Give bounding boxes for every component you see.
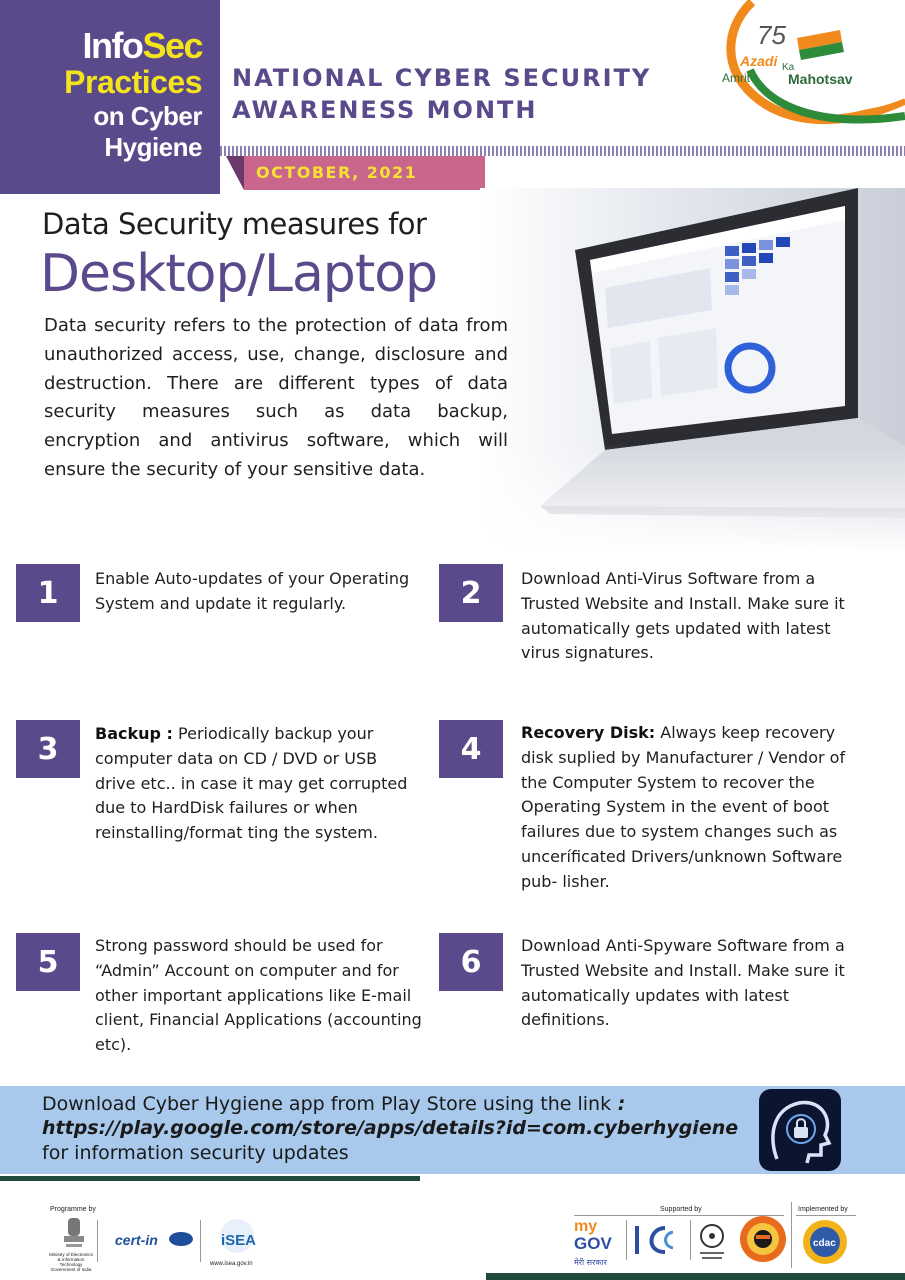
mygov-my: my: [574, 1218, 598, 1235]
banner-line-3: for information security updates: [42, 1142, 349, 1164]
item-body-5: Strong password should be used for “Admin” Account on computer and for other important applications like E-mail client, Financial Applications (accounting etc).: [95, 936, 422, 1055]
footer-divider: [97, 1220, 98, 1262]
item-body-1: Enable Auto-updates of your Operating System and update it regularly.: [95, 569, 410, 613]
brand-box: [0, 0, 220, 194]
national-emblem-icon: [54, 1214, 94, 1254]
i4c-c: [651, 1228, 665, 1252]
mha-emblem-icon: [694, 1218, 730, 1264]
footer-divider: [200, 1220, 201, 1262]
item-number-1: 1: [16, 564, 80, 622]
brand-info: Info: [82, 25, 143, 66]
lock-icon: [794, 1127, 808, 1138]
intro-paragraph: Data security refers to the protection of data from unauthorized access, use, change, disclosure and destruction. There are different types of data security measures such as data backup, encryption and antivirus software, which will ensure the security of your sensitive data.: [44, 315, 508, 480]
i4c-logo: [631, 1220, 687, 1260]
mha-caption-line: [702, 1257, 722, 1259]
play-store-link[interactable]: https://play.google.com/store/apps/details?id=com.cyberhygiene: [42, 1117, 739, 1139]
footer-divider: [690, 1220, 691, 1260]
mha-hub: [709, 1233, 715, 1239]
brand-practices: Practices: [64, 64, 202, 100]
item-number-5: 5: [16, 933, 80, 991]
logo-mahotsav: Mahotsav: [788, 71, 853, 87]
item-body-4: Always keep recovery disk suplied by Manufacturer / Vendor of the Computer System to recover the Operating System in the event of boot failures due to system changes such as unceríficated Drivers/unknown Software pub- lisher.: [521, 723, 846, 891]
page-subtitle: Data Security measures for: [42, 207, 427, 241]
item-text-2: [521, 567, 851, 666]
campaign-title: [232, 62, 651, 126]
brand-infosec: [64, 25, 202, 66]
brand-sec: Sec: [142, 25, 202, 66]
item-bold-3: Backup :: [95, 724, 173, 743]
isea-url[interactable]: www.isea.gov.in: [210, 1261, 253, 1267]
emblem-lions: [68, 1218, 80, 1236]
supported-by-label: Supported by: [660, 1206, 702, 1213]
item-number-6: 6: [439, 933, 503, 991]
brand-on-cyber: on Cyber: [93, 101, 202, 131]
logo-amrit: Amrit: [722, 71, 750, 85]
mha-caption-line: [700, 1252, 724, 1254]
item-number-2: 2: [439, 564, 503, 622]
mygov-logo: [574, 1218, 612, 1268]
date-ribbon-accent: [226, 156, 244, 190]
laptop-fade: [480, 188, 905, 553]
item-body-2: Download Anti-Virus Software from a Trusted Website and Install. Make sure it automatically gets updated with latest virus signatures.: [521, 569, 845, 663]
cdac-logo: [801, 1218, 849, 1266]
isea-text: iSEA: [221, 1232, 257, 1249]
programme-by-label: Programme by: [50, 1206, 96, 1213]
mygov-hindi: मेरी सरकार: [574, 1258, 607, 1267]
date-label: OCTOBER, 2021: [256, 163, 418, 182]
logo-75: 75: [757, 20, 786, 50]
item-body-6: Download Anti-Spyware Software from a Trusted Website and Install. Make sure it automatically updates with latest definitions.: [521, 936, 845, 1030]
laptop-illustration: [480, 188, 905, 553]
emblem-base: [66, 1244, 82, 1247]
i4c-c-inner: [666, 1232, 674, 1248]
mygov-gov: GOV: [574, 1234, 612, 1253]
banner-line-1: [42, 1093, 625, 1115]
cyber-hygiene-app-icon[interactable]: [759, 1089, 841, 1171]
cyber-dost-logo: [738, 1214, 788, 1264]
footer-bottom-bar: [486, 1273, 905, 1280]
isea-logo: [212, 1216, 262, 1258]
item-text-6: [521, 934, 851, 1033]
item-body-3: Periodically backup your computer data on CD / DVD or USB drive etc.. in case it may get corrupted due to HardDisk failures or when reinstalling/format ting the system.: [95, 724, 408, 843]
footer-divider: [791, 1202, 792, 1268]
campaign-title-line2: AWARENESS MONTH: [232, 96, 538, 124]
item-text-4: [521, 721, 851, 895]
logo-azadi: Azadi: [740, 53, 778, 69]
emblem-abacus: [64, 1236, 84, 1242]
brand-hygiene: Hygiene: [104, 132, 202, 162]
cert-in-logo: [101, 1222, 197, 1256]
item-number-4: 4: [439, 720, 503, 778]
item-bold-4: Recovery Disk:: [521, 723, 656, 742]
cdac-text: cdac: [813, 1238, 836, 1249]
campaign-title-line1: NATIONAL CYBER SECURITY: [232, 64, 652, 92]
i4c-bar: [635, 1226, 639, 1254]
brand-title: [64, 25, 202, 162]
item-text-1: [95, 567, 415, 617]
item-text-3: [95, 722, 420, 846]
footer-divider: [626, 1220, 627, 1260]
footer-divider-left: [0, 1176, 420, 1181]
logo-ka: Ka: [782, 62, 795, 73]
cert-in-text: cert-in: [115, 1232, 158, 1248]
implemented-by-label: Implemented by: [798, 1206, 848, 1213]
item-text-5: [95, 934, 430, 1058]
banner-colon: :: [611, 1093, 626, 1115]
cert-in-swoosh: [169, 1232, 193, 1246]
implemented-divider: [796, 1215, 856, 1216]
banner-text: Download Cyber Hygiene app from Play Store using the link: [42, 1093, 612, 1115]
cyber-dost-eyes: [756, 1235, 770, 1239]
page-title: Desktop/Laptop: [40, 244, 438, 304]
azadi-ka-amrit-mahotsav-logo: [712, 0, 905, 130]
item-number-3: 3: [16, 720, 80, 778]
meity-label: Ministry of Electronics & Information Technology Government of India: [49, 1252, 93, 1272]
stripe-divider: [220, 146, 905, 156]
